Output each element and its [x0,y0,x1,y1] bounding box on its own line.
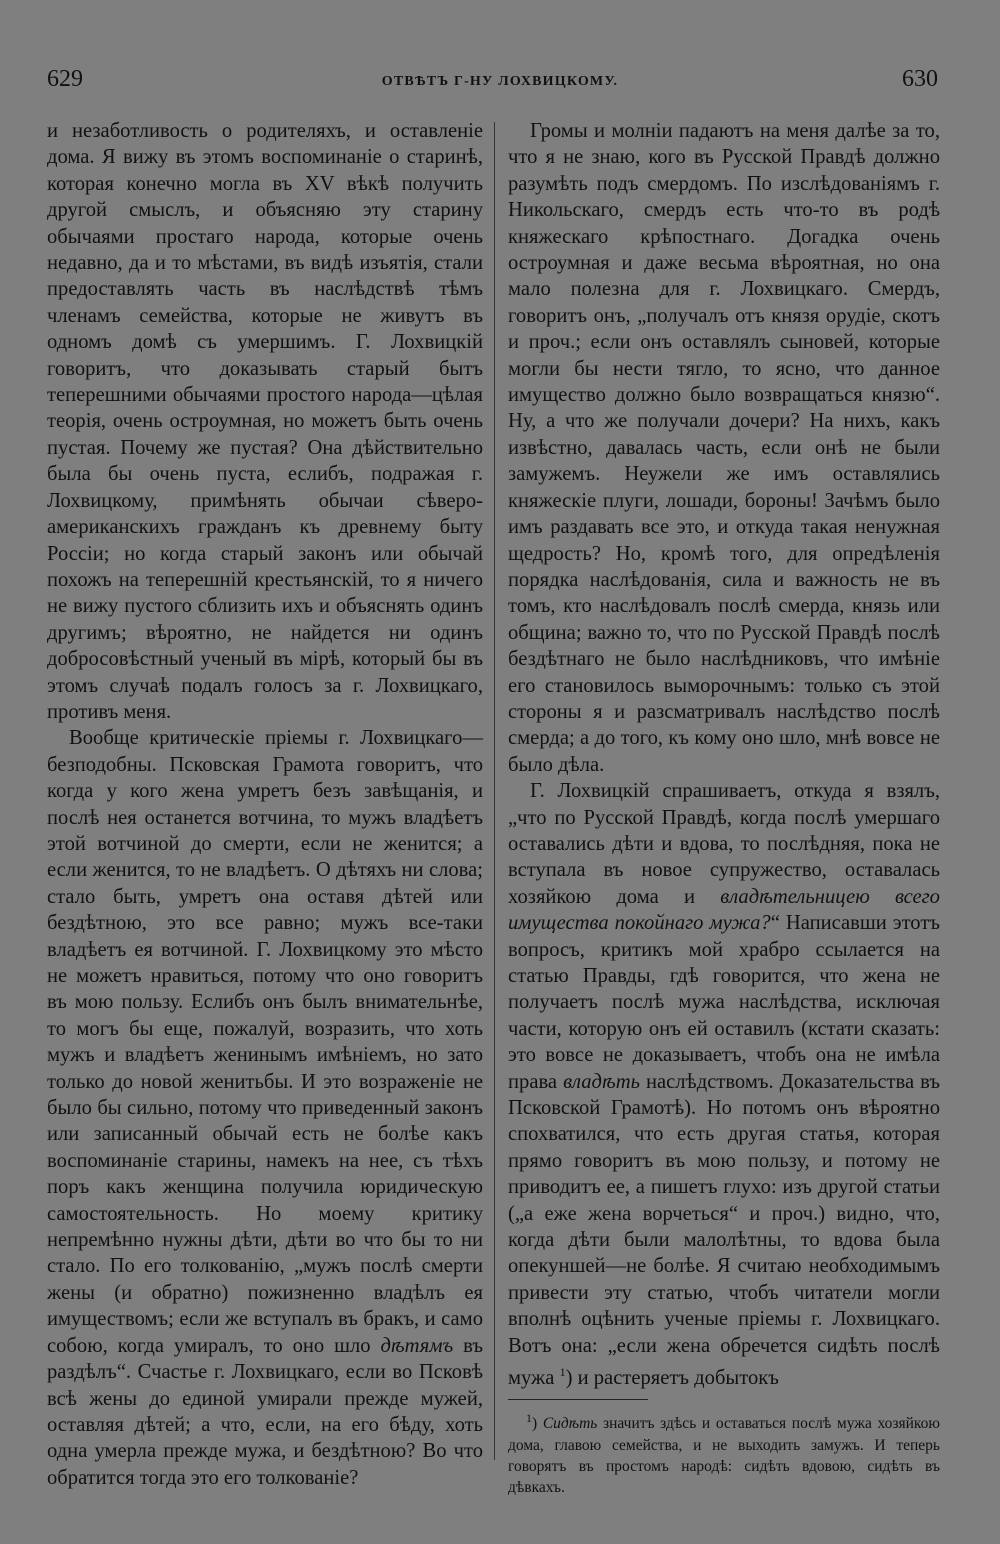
footnote-rule [508,1399,648,1400]
left-paragraph-2 [47,725,483,1491]
right-paragraph-2-part-c: наслѣдствомъ. Доказательства въ Псковской Грамотѣ). Но потомъ онъ вѣроятно спохватился, что есть другая статья, которая прямо говоритъ въ мою пользу, и потому не приводитъ ее, а пишетъ глухо: изъ другой статьи („а еже жена ворчеться“ и проч.) видно, что, когда дѣти были малолѣтны, то вдова была опекуншей—не болѣе. Я считаю необходимымъ привести эту статью, чтобъ читатели могли вполнѣ оцѣнить ученые пріемы г. Лохвицкаго. Вотъ она: „если жена обречется сидѣть послѣ мужа [508,1070,941,1389]
right-paragraph-2-italic-1: владѣтельницею всего имущества покойнаго мужа? [508,885,940,935]
right-paragraph-2-italic-2: владѣть [563,1070,640,1093]
footnote-italic: Сидѣть [542,1415,598,1433]
right-paragraph-2-part-b: “ Написавши этотъ вопросъ, критикъ мой храбро ссылается на статью Правды, гдѣ говорится, что жена не получаетъ послѣ мужа наслѣдства, исключая части, которую онъ ей оставилъ (кстати сказать: это вовсе не доказываетъ, чтобъ она не имѣла права [508,912,940,1093]
page-header [0,66,1000,106]
right-paragraph-2-part-a: Г. Лохвицкій спрашиваетъ, откуда я взялъ, „что по Русской Правдѣ, когда послѣ умершаго оставались дѣти и вдова, то послѣдняя, пока не вступала въ новое супружество, оставалась хозяйкою дома и [508,780,940,908]
left-paragraph-1: и незаботливость о родителяхъ, и оставленіе дома. Я вижу въ этомъ воспоминаніе о старинѣ, которая конечно могла въ XV вѣкѣ получить другой смыслъ, и объясняю эту старину обычаями простаго народа, которые очень недавно, да и то мѣстами, въ видѣ изъятія, стали предоставлять часть въ наслѣдствѣ тѣмъ членамъ семейства, которые не живутъ въ одномъ домѣ съ умершимъ. Г. Лохвицкій говоритъ, что доказывать старый бытъ теперешними обычаями простого народа—цѣлая теорія, очень остроумная, но можетъ быть очень пустая. Почему же пустая? Она дѣйствительно была бы очень пуста, еслибъ, подражая г. Лохвицкому, примѣнять обычаи сѣверо-американскихъ гражданъ къ древнему быту Россіи; но когда старый законъ или обычай похожъ на теперешній крестьянскій, то я ничего не вижу пустого сблизить ихъ и объяснять одинъ другимъ; вѣроятно, не найдется ни одинъ добросовѣстный ученый въ мірѣ, который бы въ этомъ случаѣ подалъ голосъ за г. Лохвицкаго, противъ меня. [47,120,483,723]
left-paragraph-2-part-a: Вообще критическіе пріемы г. Лохвицкаго—безподобны. Псковская Грамота говоритъ, что когда у кого жена умретъ безъ завѣщанія, и послѣ нея останется вотчина, то мужъ владѣетъ этой вотчиной до смерти, если не женится; а если женится, то не владѣетъ. О дѣтяхъ ни слова; стало быть, умретъ она оставя дѣтей или бездѣтною, это все равно; мужъ все-таки владѣетъ ея вотчиной. Г. Лохвицкому это мѣсто не можетъ нравиться, потому что оно говоритъ въ мою пользу. Еслибъ онъ былъ внимательнѣе, то могъ бы еще, пожалуй, возразить, что хоть мужъ и владѣетъ женинымъ имѣніемъ, но зато только до новой женитьбы. И это возраженіе не было бы сильно, потому что приведенный законъ или записанный обычай есть не болѣе какъ воспоминаніе старины, намекъ на нее, съ тѣхъ поръ какъ женщина получила юридическую самостоятельность. Но моему критику непремѣнно нужны дѣти, дѣти во что бы то ни стало. По его толкованію, „мужъ послѣ смерти жены (и обратно) пожизненно владѣлъ ея имуществомъ; если же вступалъ въ бракъ, и само собою, когда умиралъ, то оно шло [47,727,483,1357]
right-paragraph-2 [508,778,940,1391]
footnote-reference[interactable]: 1 [559,1365,566,1380]
left-paragraph-2-italic: дѣтямъ [380,1334,454,1357]
footnote: $^1$) Сидѣть значитъ здѣсь и оставаться послѣ мужа хозяйкою дома, главою семейства, и не выходить замужъ. И теперь говорятъ въ простомъ народѣ: сидѣть вдовою, сидѣть въ дѣвкахъ. [508,1411,940,1496]
right-column [508,118,940,1498]
column-divider [494,122,495,1460]
left-column [47,118,483,1491]
page-number-left: 629 [47,66,83,92]
running-title: ОТВѢТЪ Г-НУ ЛОХВИЦКОМУ. [381,74,619,89]
footnote-text: значитъ здѣсь и оставаться послѣ мужа хозяйкою дома, главою семейства, и не выходить замужъ. И теперь говорятъ въ простомъ народѣ: сидѣть вдовою, сидѣть въ дѣвкахъ. [508,1415,940,1496]
footnote-mark: 1 [526,1411,532,1426]
left-paragraph-2-part-b: въ раздѣлъ“. Счастье г. Лохвицкаго, если во Псковѣ всѣ жены до единой умирали прежде мужей, оставляя дѣтей; а что, если, на его бѣду, хоть одна умерла прежде мужа, и бездѣтною? Во что обратится тогда это его толкованіе? [47,1334,483,1489]
right-paragraph-2-part-d: ) и растеряетъ добытокъ [565,1366,779,1389]
right-paragraph-1: Громы и молніи падаютъ на меня далѣе за то, что я не знаю, кого въ Русской Правдѣ должно разумѣть подъ смердомъ. По изслѣдованіямъ г. Никольскаго, смердъ есть что-то въ родѣ княжескаго крѣпостнаго. Догадка очень остроумная и даже весьма вѣроятная, но она мало полезна для г. Лохвицкаго. Смердъ, говоритъ онъ, „получалъ отъ князя орудіе, скотъ и проч.; если онъ оставлялъ сыновей, которые могли бы нести тягло, то ясно, что данное имущество должно было возвращаться князю“. Ну, а что же получали дочери? На нихъ, какъ извѣстно, давалась часть, если онѣ не были замужемъ. Неужели же имъ оставлялись княжескіе плуги, лошади, бороны! Зачѣмъ было имъ раздавать все это, и откуда такая ненужная щедрость? Но, кромѣ того, для опредѣленія порядка наслѣдованія, сила и важность не въ томъ, кто наслѣдовалъ послѣ смерда, князь или община; важно то, что по Русской Правдѣ послѣ бездѣтнаго не было наслѣдниковъ, что имѣніе его становилось выморочнымъ: только съ этой стороны я и разсматривалъ наслѣдство послѣ смерда; а до того, къ кому оно шло, мнѣ вовсе не было дѣла. [508,120,940,776]
page-number-right: 630 [902,66,938,92]
